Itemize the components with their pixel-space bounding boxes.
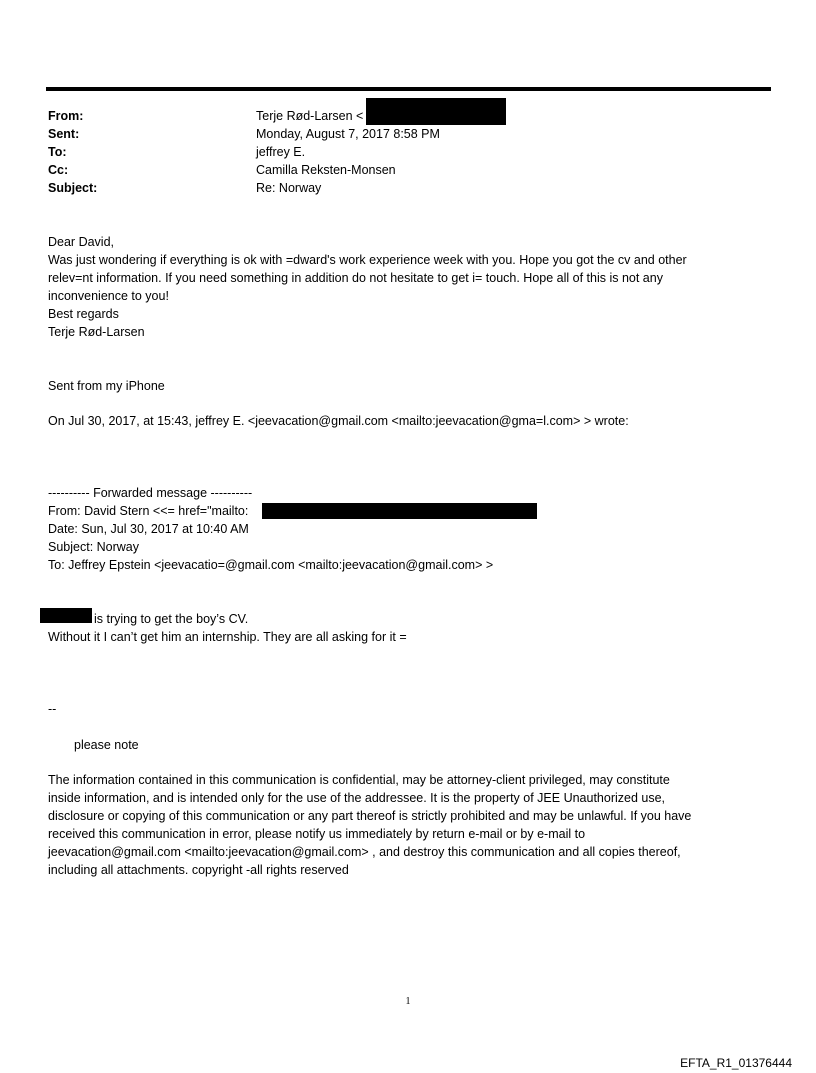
greeting: Dear David, (48, 235, 114, 249)
sent-from-line: Sent from my iPhone (48, 379, 165, 393)
forward-from: From: David Stern <<= href="mailto: (48, 504, 249, 518)
body-line: relev=nt information. If you need something in addition do not hesitate to get i= touch. Hope all of this is not any (48, 271, 663, 285)
quote-header: On Jul 30, 2017, at 15:43, jeffrey E. <jeevacation@gmail.com <mailto:jeevacation@gma=l.com> > wrote: (48, 414, 629, 428)
cc-label: Cc: (48, 163, 69, 177)
header-rule (46, 87, 771, 91)
cc-value: Camilla Reksten-Monsen (256, 163, 396, 177)
signature: Terje Rød-Larsen (48, 325, 145, 339)
body-line: inconvenience to you! (48, 289, 169, 303)
forward-body-line: Without it I can’t get him an internship. They are all asking for it = (48, 630, 407, 644)
redaction-block (262, 503, 537, 519)
redaction-block (40, 608, 92, 623)
disclaimer-line: jeevacation@gmail.com <mailto:jeevacation@gmail.com> , and destroy this communication and all copies thereof, (48, 845, 681, 859)
forward-divider: ---------- Forwarded message ---------- (48, 486, 253, 500)
forward-body-line: is trying to get the boy’s CV. (94, 612, 249, 626)
closing: Best regards (48, 307, 119, 321)
disclaimer-line: including all attachments. copyright -all rights reserved (48, 863, 349, 877)
from-value: Terje Rød-Larsen < (256, 109, 364, 123)
to-label: To: (48, 145, 67, 159)
disclaimer-line: received this communication in error, please notify us immediately by return e-mail or by e-mail to (48, 827, 586, 841)
subject-label: Subject: (48, 181, 98, 195)
forward-date: Date: Sun, Jul 30, 2017 at 10:40 AM (48, 522, 249, 536)
subject-value: Re: Norway (256, 181, 322, 195)
document-id: EFTA_R1_01376444 (680, 1056, 792, 1070)
redaction-block (366, 98, 506, 125)
page-number: 1 (405, 996, 411, 1007)
sent-label: Sent: (48, 127, 80, 141)
disclaimer-line: disclosure or copying of this communication or any part thereof is strictly prohibited and may be unlawful. If you have (48, 809, 692, 823)
to-value: jeffrey E. (256, 145, 306, 159)
disclaimer-line: The information contained in this communication is confidential, may be attorney-client privileged, may constitute (48, 773, 670, 787)
forward-to: To: Jeffrey Epstein <jeevacatio=@gmail.com <mailto:jeevacation@gmail.com> > (48, 558, 494, 572)
please-note: please note (74, 738, 139, 752)
disclaimer-line: inside information, and is intended only for the use of the addressee. It is the property of JEE Unauthorized use, (48, 791, 666, 805)
forward-subject: Subject: Norway (48, 540, 140, 554)
from-label: From: (48, 109, 84, 123)
sent-value: Monday, August 7, 2017 8:58 PM (256, 127, 440, 141)
signature-separator: -- (48, 702, 57, 716)
body-line: Was just wondering if everything is ok with =dward's work experience week with you. Hope you got the cv and other (48, 253, 687, 267)
